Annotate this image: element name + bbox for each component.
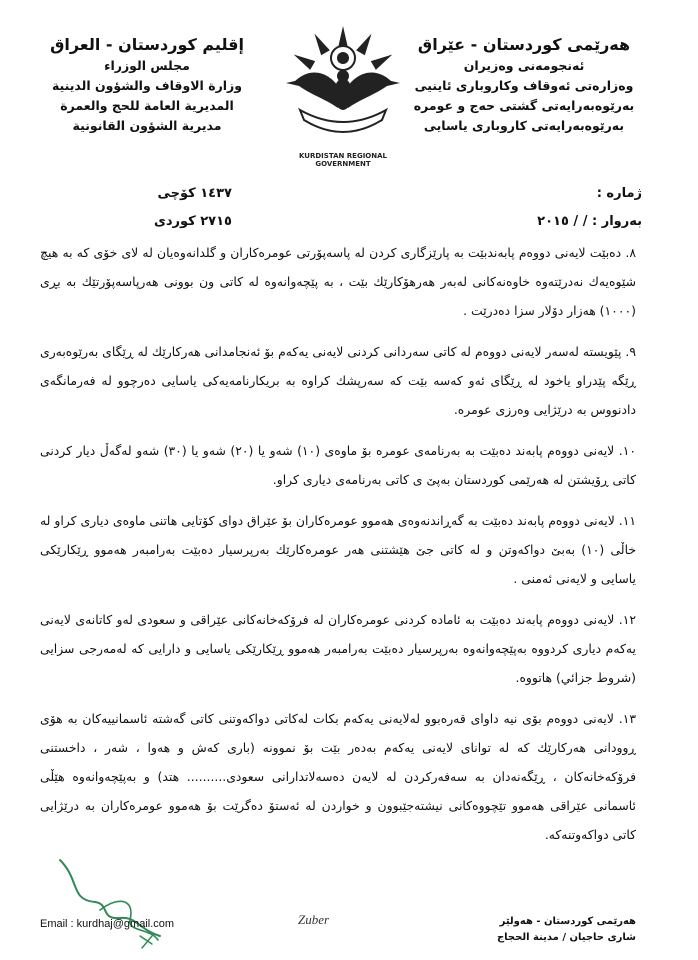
reference-number-label: ژمارە (606, 186, 642, 201)
header-kurdish-title: هەرێمی کوردستان - عێراق (417, 35, 631, 54)
clause-paragraph: ١٣. لایەنی دووەم بۆی نیە داوای قەرەبوو لەلایەنی یەکەم بکات لەکاتی دواکەوتنی کاتی گەشتە ئاسمانییەکان بە هۆی ڕوودانی هەرکارێك کە لە توانای لایەنی یەکەم بەدەر بێت بۆ نموونە (باری کەش و هەوا ، شەر ، داخستنی فرۆکەخانەکان ، ڕێگەنەدان بە سەفەرکردن لە لایەن دەسەلاتدارانی سعودی.......... هتد) و بەپێچەوانەوە هێڵی ئاسمانی عێراقی هەموو تێچووەکانی نیشتەجێبوون و خواردن لە ئەستۆ دەگرێت بۆ هەموو عومرەکاران بە درێژایی کاتی دواکەوتنەکە. (40, 711, 636, 842)
hijri-year: ١٤٣٧ کۆچی (157, 186, 232, 201)
clause-paragraph: ١٢. لایەنی دووەم پابەند دەبێت بە ئامادە کردنی عومرەکاران لە فرۆکەخانەکانی عێراقی و سعودی لەو کاتانەی لایەنی یەکەم دیاری کردووە بەپێچەوانەوە بەرپرسیار دەبێت بەرامبەر هەموو ڕێکارێکی یاسایی و دارایی کە لەمەرجی سزایی (شروط جزائي) هاتووە. (40, 612, 636, 685)
signature-name: Zuber (298, 912, 330, 927)
footer-address-line: شاری حاجیان / مدينة الحجاج (496, 932, 636, 943)
header-kurdish-line: بەرێوەبەرایەتی گشتی حەج و عومرە (413, 98, 635, 113)
reference-date-value: : / / ٢٠١٥ (537, 214, 598, 229)
document-body (40, 238, 636, 861)
header-arabic-title: إقليم كوردستان - العراق (50, 35, 244, 54)
clause-paragraph: ٨. دەبێت لایەنی دووەم پابەندبێت بە پارێزگاری کردن لە پاسەپۆرتی عومرەکاران و گلدانەوەیان لە لای خۆی کە بە هیچ شێوەیەك نەدرێتەوە خاوەنەکانی لەبەر هەرهۆکارێك بێت ، بە پێچەوانەوە لە کاتی ون بوونی هەرپاسەپۆرتێك بە بڕی (١٠٠٠) هەزار دۆلار سزا دەدرێت . (40, 245, 636, 318)
header-kurdish-line: بەرێوەبەرایەتی کاروباری یاسایی (423, 118, 625, 133)
header-kurdish-line: وەزارەتی ئەوقاف وکاروباری ئاینیی (414, 78, 634, 93)
reference-number-separator: : (596, 186, 602, 201)
footer-address-line: هەرێمی کوردستان - هەولێر (499, 916, 636, 927)
seal-caption: KURDISTAN REGIONAL GOVERNMENT (299, 152, 387, 168)
calendar-block (82, 180, 232, 236)
contact-email: Email : kurdhaj@gmail.com (40, 918, 175, 930)
header-arabic-line: وزارة الاوقاف والشؤون الدينية (51, 78, 243, 93)
header-arabic-line: مجلس الوزراء (104, 58, 190, 73)
reference-date-label: بەروار (601, 214, 642, 229)
clause-paragraph: ١٠. لایەنی دووەم پابەند دەبێت بە بەرنامەی عومرە بۆ ماوەی (١٠) شەو یا (٢٠) شەو یا (٣٠) شەو لەگەڵ دیار کردنی کاتی ڕۆیشتن لە هەرێمی کوردستان بەپێ ی کاتی بەرنامەی دیاری کراو. (40, 443, 636, 487)
reference-block (382, 180, 642, 236)
header-arabic (32, 34, 262, 136)
handwritten-signature (40, 840, 200, 960)
footer-address (497, 914, 636, 946)
header-arabic-line: المديرية العامة للحج والعمرة (60, 98, 234, 113)
government-seal-icon (282, 22, 404, 144)
kurdish-year: ٢٧١٥ کوردی (153, 214, 232, 229)
reference-date-row (382, 208, 642, 236)
header-kurdish-line: ئەنجومەنی وەزیران (463, 58, 585, 73)
header-kurdish (404, 34, 644, 136)
header-arabic-line: مديرية الشؤون القانونية (72, 118, 222, 133)
reference-number-row (382, 180, 642, 208)
clause-paragraph: ١١. لایەنی دووەم پابەند دەبێت بە گەڕاندنەوەی هەموو عومرەکاران بۆ عێراق دوای کۆتایی هاتنی ماوەی دیاری کراو لە خاڵی (١٠) بەبێ دواکەوتن و لە کاتی جێ هێشتنی هەر عومرەکارێك بەرپرسیار دەبێت بەرامبەر هەموو ڕێکارێکی یاسایی و لایەنی ئەمنی . (40, 513, 637, 586)
clause-paragraph: ٩. پێویستە لەسەر لایەنی دووەم لە کاتی سەردانی کردنی لایەنی یەکەم بۆ ئەنجامدانی هەرکارێك لە ڕێگای بەرێوەبەری ڕێگە پێدراو یاخود لە ڕێگای ئەو کەسە بێت کە سەرپشك کراوە بە بریکارنامەیەکی یاسایی دەرچوو لە فەرمانگەی دادنووس بە درێژایی وەرزی عومرە. (40, 344, 636, 417)
